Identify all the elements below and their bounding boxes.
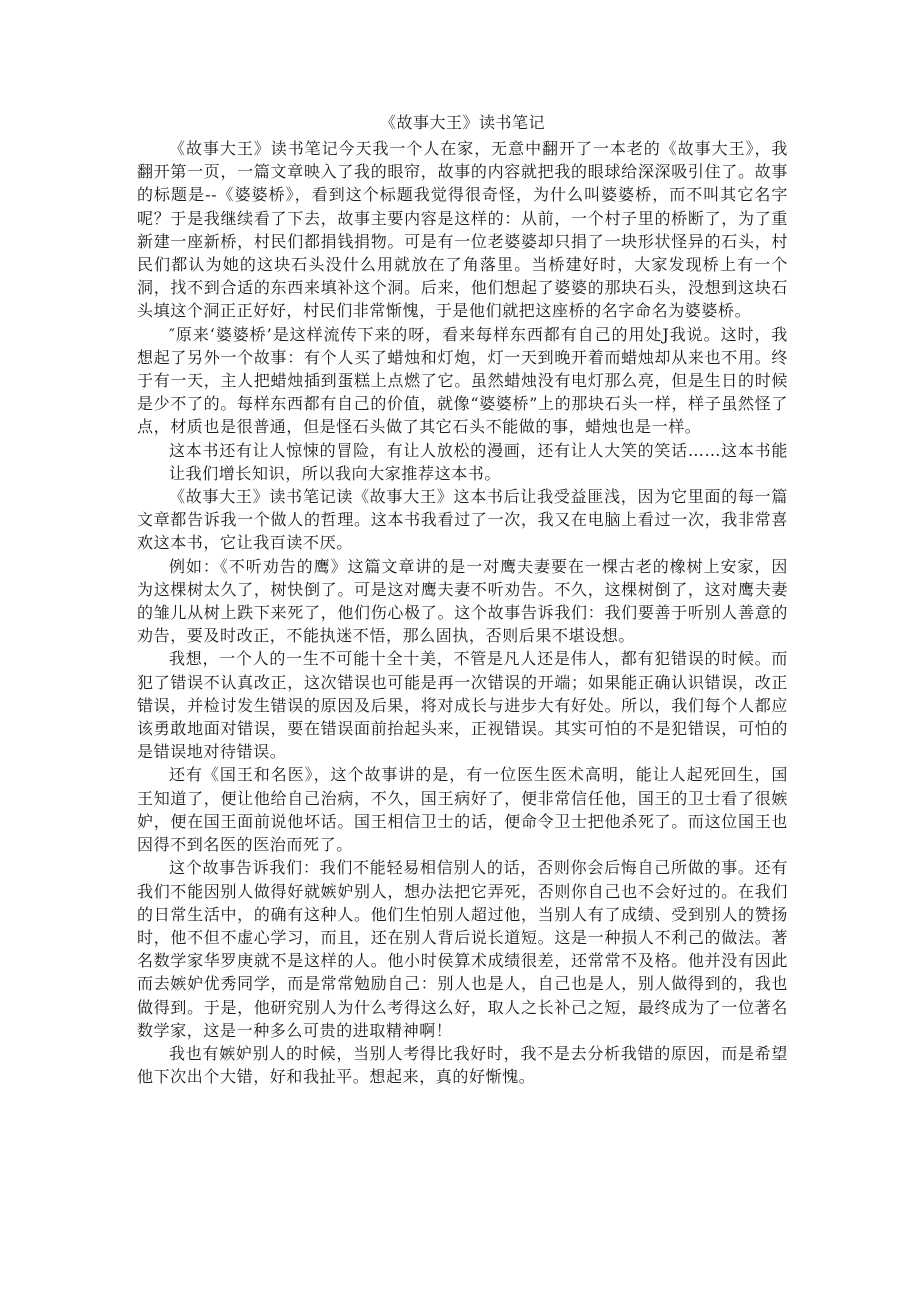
paragraph-recommendation: 这本书还有让人惊悚的冒险，有让人放松的漫画，还有让人大笑的笑话……这本书能让我们增长知识，所以我向大家推荐这本书。 [169, 440, 788, 483]
paragraph-mistakes: 我想，一个人的一生不可能十全十美，不管是凡人还是伟人，都有犯错误的时候。而犯了错误不认真改正，这次错误也可能是再一次错误的开端；如果能正确认识错误，改正错误，并检讨发生错误的原因及后果，将对成长与进步大有好处。所以，我们每个人都应该勇敢地面对错误，要在错误面前抬起头来，正视错误。其实可怕的不是犯错误，可怕的是错误地对待错误。 [137, 649, 788, 762]
paragraph-reflection: 我也有嫉妒别人的时候，当别人考得比我好时，我不是去分析我错的原因，而是希望他下次出个大错，好和我扯平。想起来，真的好惭愧。 [137, 1043, 788, 1087]
paragraph-eagle-story: 例如：《不听劝告的鹰》这篇文章讲的是一对鹰夫妻要在一棵古老的橡树上安家，因为这棵树太久了，树快倒了。可是这对鹰夫妻不听劝告。不久，这棵树倒了，这对鹰夫妻的雏儿从树上跌下来死了，他们伤心极了。这个故事告诉我们：我们要善于听别人善意的劝告，要及时改正，不能执迷不悟，那么固执，否则后果不堪设想。 [137, 556, 788, 646]
paragraph-intro: 《故事大王》读书笔记今天我一个人在家，无意中翻开了一本老的《故事大王》，我翻开第一页，一篇文章映入了我的眼帘，故事的内容就把我的眼球给深深吸引住了。故事的标题是--《婆婆桥》，看到这个标题我觉得很奇怪，为什么叫婆婆桥，而不叫其它名字呢？于是我继续看了下去，故事主要内容是这样的：从前，一个村子里的桥断了，为了重新建一座新桥，村民们都捐钱捐物。可是有一位老婆婆却只捐了一块形状怪异的石头，村民们都认为她的这块石头没什么用就放在了角落里。当桥建好时，大家发现桥上有一个洞，找不到合适的东西来填补这个洞。后来，他们想起了婆婆的那块石头，没想到这块石头填这个洞正正好好，村民们非常惭愧，于是他们就把这座桥的名字命名为婆婆桥。 [137, 139, 788, 321]
paragraph-candle-story: ″原来‘婆婆桥’是这样流传下来的呀，看来每样东西都有自己的用处J我说。这时，我想起了另外一个故事：有个人买了蜡烛和灯炮，灯一天到晚开着而蜡烛却从来也不用。终于有一天，主人把蜡烛插到蛋糕上点燃了它。虽然蜡烛没有电灯那么亮，但是生日的时候是少不了的。每样东西都有自己的价值，就像“婆婆桥”上的那块石头一样，样子虽然怪了点，材质也是很普通，但是怪石头做了其它石头不能做的事，蜡烛也是一样。 [137, 324, 788, 437]
paragraph-second-note: 《故事大王》读书笔记读《故事大王》这本书后让我受益匪浅，因为它里面的每一篇文章都告诉我一个做人的哲理。这本书我看过了一次，我又在电脑上看过一次，我非常喜欢这本书，它让我百读不厌。 [137, 487, 788, 553]
paragraph-lesson: 这个故事告诉我们：我们不能轻易相信别人的话，否则你会后悔自己所做的事。还有我们不能因别人做得好就嫉妒别人，想办法把它弄死，否则你自己也不会好过的。在我们的日常生活中，的确有这种人。他们生怕别人超过他，当别人有了成绩、受到别人的赞扬时，他不但不虚心学习，而且，还在别人背后说长道短。这是一种损人不利己的做法。著名数学家华罗庚就不是这样的人。他小时侯算术成绩很差，还常常不及格。他并没有因此而去嫉妒优秀同学，而是常常勉励自己：别人也是人，自己也是人，别人做得到的，我也做得到。于是，他研究别人为什么考得这么好，取人之长补己之短，最终成为了一位著名数学家，这是一种多么可贵的进取精神啊！ [137, 858, 788, 1040]
document-title: 《故事大王》读书笔记 [379, 113, 545, 132]
paragraph-king-doctor: 还有《国王和名医》，这个故事讲的是，有一位医生医术高明，能让人起死回生，国王知道了，便让他给自己治病，不久，国王病好了，便非常信任他，国王的卫士看了很嫉妒，便在国王面前说他坏话。国王相信卫士的话，便命令卫士把他杀死了。而这位国王也因得不到名医的医治而死了。 [137, 765, 788, 855]
document-page [137, 110, 788, 1088]
